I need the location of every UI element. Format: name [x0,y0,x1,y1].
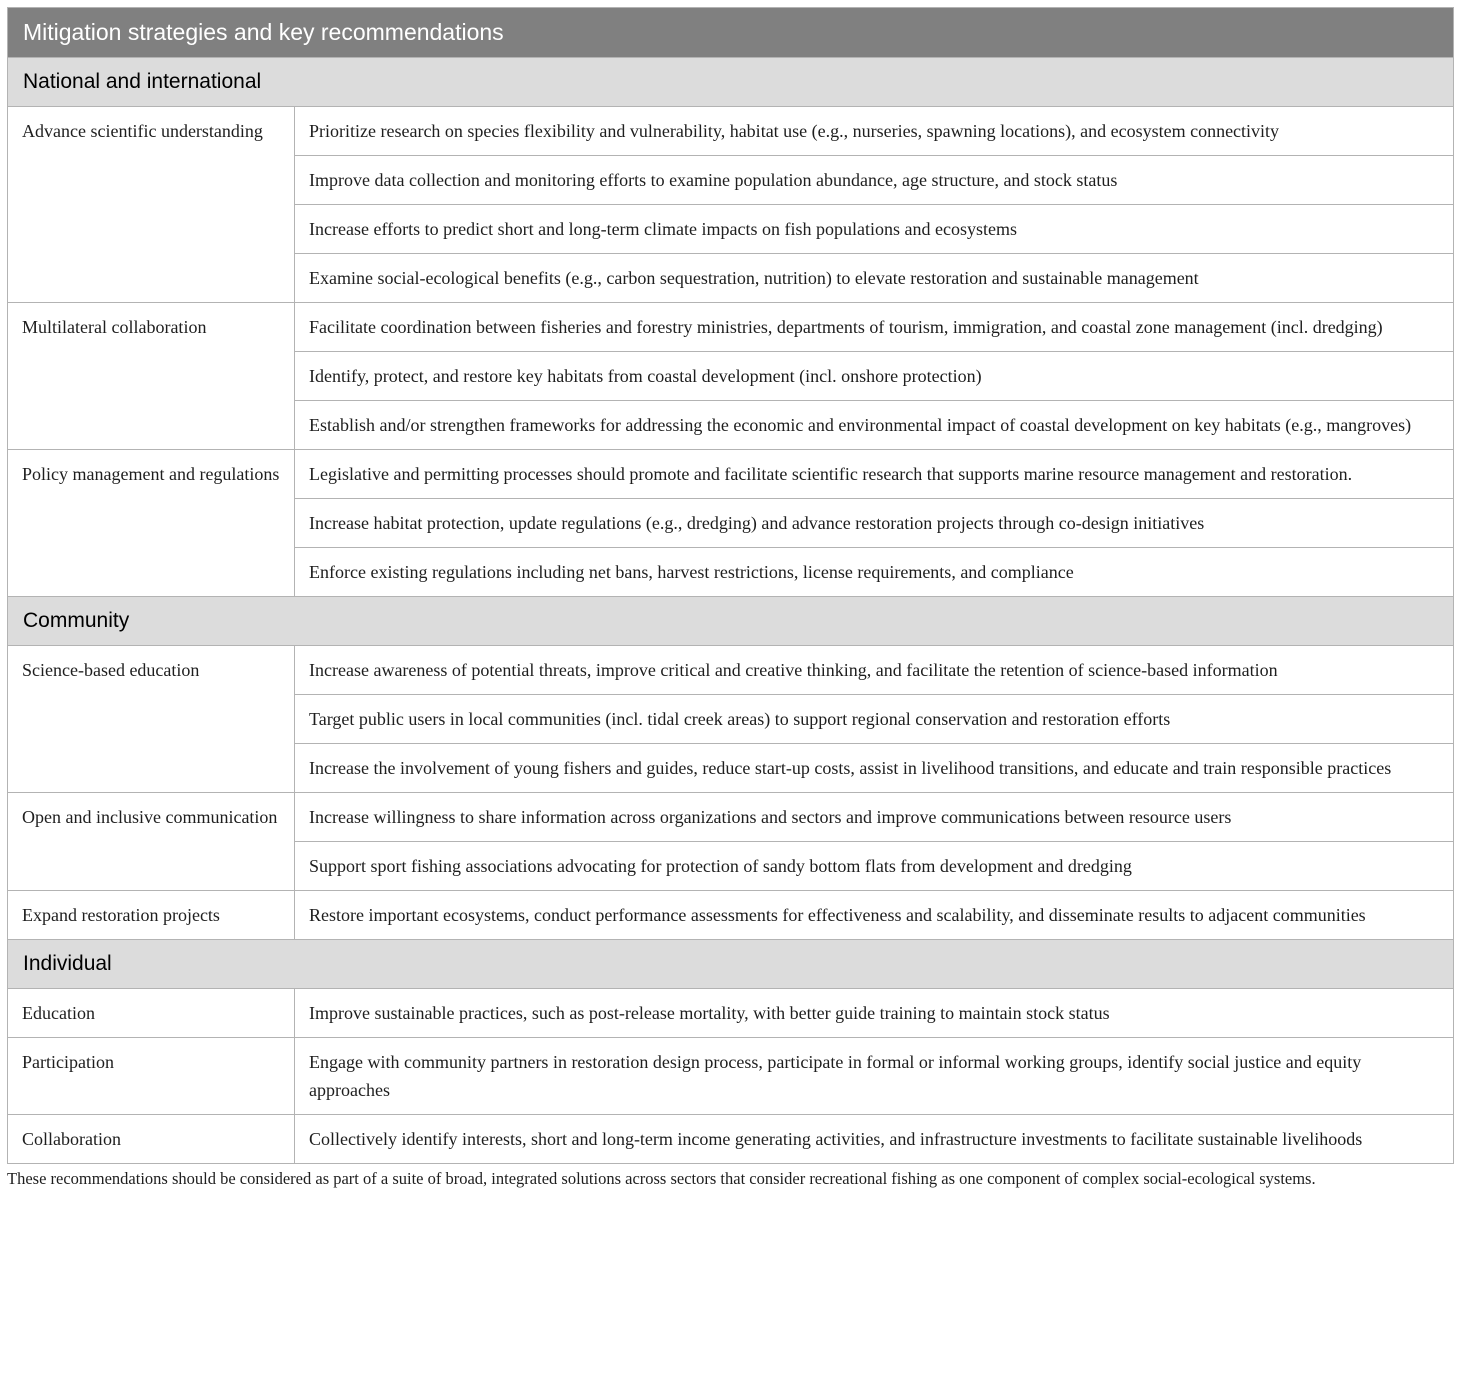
section-row [8,940,1454,989]
strategy-cell: Expand restoration projects [8,891,295,940]
recommendation-cell: Improve data collection and monitoring efforts to examine population abundance, age structure, and stock status [295,156,1454,205]
table-row [8,646,1454,695]
recommendation-cell: Establish and/or strengthen frameworks for addressing the economic and environmental impact of coastal development on key habitats (e.g., mangroves) [295,401,1454,450]
recommendation-cell: Increase willingness to share information across organizations and sectors and improve communications between resource users [295,793,1454,842]
recommendation-cell: Facilitate coordination between fisheries and forestry ministries, departments of tourism, immigration, and coastal zone management (incl. dredging) [295,303,1454,352]
recommendation-cell: Improve sustainable practices, such as post-release mortality, with better guide training to maintain stock status [295,989,1454,1038]
table-footnote: These recommendations should be considered as part of a suite of broad, integrated solutions across sectors that consider recreational fishing as one component of complex social-ecological systems. [7,1169,1316,1188]
table-row [8,450,1454,499]
strategy-cell: Multilateral collaboration [8,303,295,450]
recommendation-cell: Increase awareness of potential threats, improve critical and creative thinking, and facilitate the retention of science-based information [295,646,1454,695]
recommendation-cell: Prioritize research on species flexibility and vulnerability, habitat use (e.g., nurseries, spawning locations), and ecosystem connectivity [295,107,1454,156]
strategy-cell: Policy management and regulations [8,450,295,597]
table-row [8,1115,1454,1164]
document [7,7,1453,1191]
table-row [8,989,1454,1038]
recommendation-cell: Identify, protect, and restore key habitats from coastal development (incl. onshore protection) [295,352,1454,401]
strategy-cell: Advance scientific understanding [8,107,295,303]
table-row [8,793,1454,842]
strategy-cell: Science-based education [8,646,295,793]
mitigation-table [7,7,1454,1164]
strategy-cell: Open and inclusive communication [8,793,295,891]
table-row [8,303,1454,352]
recommendation-cell: Increase habitat protection, update regulations (e.g., dredging) and advance restoration projects through co-design initiatives [295,499,1454,548]
table-row [8,107,1454,156]
recommendation-cell: Support sport fishing associations advocating for protection of sandy bottom flats from development and dredging [295,842,1454,891]
section-heading: Individual [8,940,1454,989]
strategy-cell: Collaboration [8,1115,295,1164]
recommendation-cell: Enforce existing regulations including net bans, harvest restrictions, license requirements, and compliance [295,548,1454,597]
section-heading: Community [8,597,1454,646]
recommendation-cell: Increase efforts to predict short and long-term climate impacts on fish populations and ecosystems [295,205,1454,254]
section-row [8,58,1454,107]
table-title-row [8,8,1454,58]
table-row [8,1038,1454,1115]
table-body [8,58,1454,1164]
section-row [8,597,1454,646]
recommendation-cell: Increase the involvement of young fishers and guides, reduce start-up costs, assist in livelihood transitions, and educate and train responsible practices [295,744,1454,793]
recommendation-cell: Engage with community partners in restoration design process, participate in formal or informal working groups, identify social justice and equity approaches [295,1038,1454,1115]
recommendation-cell: Collectively identify interests, short and long-term income generating activities, and infrastructure investments to facilitate sustainable livelihoods [295,1115,1454,1164]
table-row [8,891,1454,940]
recommendation-cell: Restore important ecosystems, conduct performance assessments for effectiveness and scalability, and disseminate results to adjacent communities [295,891,1454,940]
strategy-cell: Participation [8,1038,295,1115]
recommendation-cell: Target public users in local communities (incl. tidal creek areas) to support regional conservation and restoration efforts [295,695,1454,744]
section-heading: National and international [8,58,1454,107]
recommendation-cell: Legislative and permitting processes should promote and facilitate scientific research that supports marine resource management and restoration. [295,450,1454,499]
recommendation-cell: Examine social-ecological benefits (e.g., carbon sequestration, nutrition) to elevate restoration and sustainable management [295,254,1454,303]
strategy-cell: Education [8,989,295,1038]
table-title: Mitigation strategies and key recommendations [8,8,1454,58]
